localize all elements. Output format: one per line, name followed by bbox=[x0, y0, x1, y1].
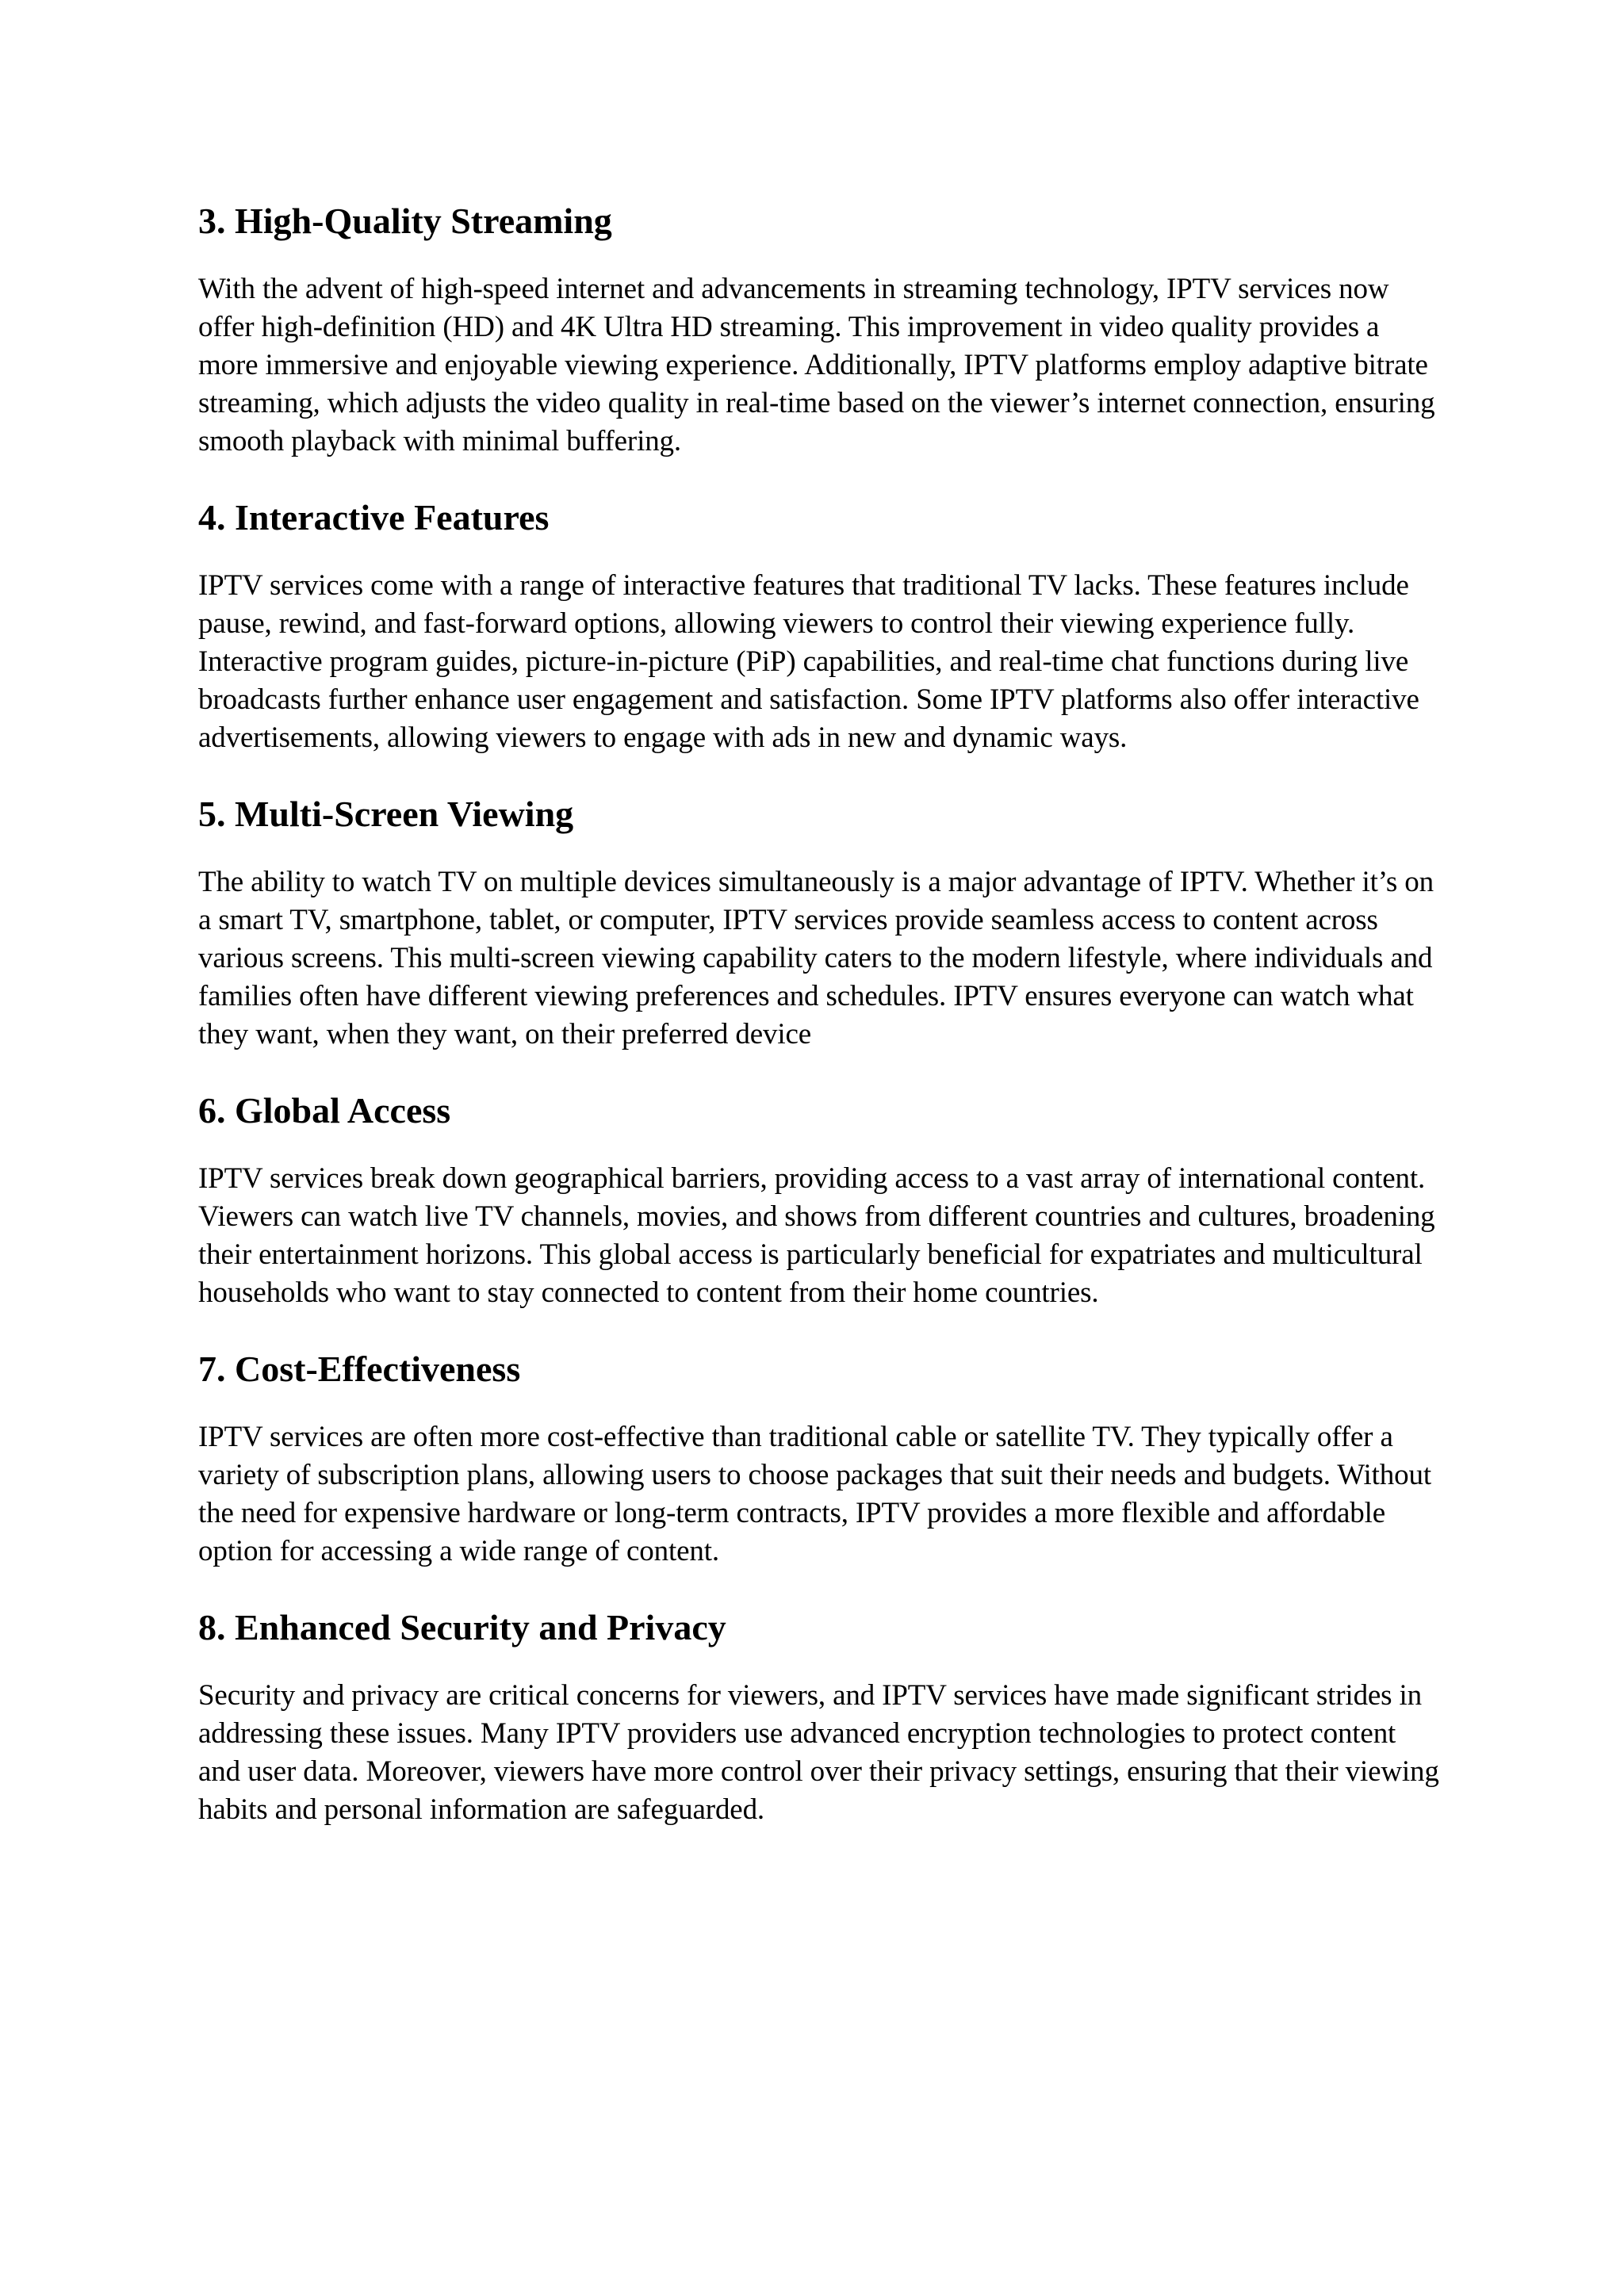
section-paragraph: IPTV services come with a range of interactive features that traditional TV lacks. These features include pause, rewind, and fast-forward options, allowing viewers to control their viewing experience fully. Interactive program guides, picture-in-picture (PiP) capabilities, and real-time chat functions during live broadcasts further enhance user engagement and satisfaction. Some IPTV platforms also offer interactive advertisements, allowing viewers to engage with ads in new and dynamic ways. bbox=[198, 569, 1419, 754]
document-page bbox=[198, 182, 1443, 1864]
section-interactive-features bbox=[198, 496, 1443, 757]
section-paragraph: IPTV services break down geographical barriers, providing access to a vast array of international content. Viewers can watch live TV channels, movies, and shows from different countries and cultures, broadening their entertainment horizons. This global access is particularly beneficial for expatriates and multicultural households who want to stay connected to content from their home countries. bbox=[198, 1162, 1435, 1309]
section-paragraph: The ability to watch TV on multiple devices simultaneously is a major advantage of IPTV. Whether it’s on a smart TV, smartphone, tablet, or computer, IPTV services provide seamless access to content across various screens. This multi-screen viewing capability caters to the modern lifestyle, where individuals and families often have different viewing preferences and schedules. IPTV ensures everyone can watch what they want, when they want, on their preferred device bbox=[198, 866, 1434, 1050]
section-security-privacy bbox=[198, 1605, 1443, 1829]
section-paragraph: Security and privacy are critical concerns for viewers, and IPTV services have made significant strides in addressing these issues. Many IPTV providers use advanced encryption technologies to protect content and user data. Moreover, viewers have more control over their privacy settings, ensuring that their viewing habits and personal information are safeguarded. bbox=[198, 1679, 1439, 1826]
section-paragraph: IPTV services are often more cost-effective than traditional cable or satellite TV. They typically offer a variety of subscription plans, allowing users to choose packages that suit their needs and budgets. Without the need for expensive hardware or long-term contracts, IPTV provides a more flexible and affordable option for accessing a wide range of content. bbox=[198, 1421, 1431, 1567]
section-paragraph: With the advent of high-speed internet and advancements in streaming technology, IPTV services now offer high-definition (HD) and 4K Ultra HD streaming. This improvement in video quality provides a more immersive and enjoyable viewing experience. Additionally, IPTV platforms employ adaptive bitrate streaming, which adjusts the video quality in real-time based on the viewer’s internet connection, ensuring smooth playback with minimal buffering. bbox=[198, 273, 1435, 457]
section-heading: 7. Cost-Effectiveness bbox=[198, 1349, 521, 1389]
section-high-quality-streaming bbox=[198, 199, 1443, 461]
section-heading: 4. Interactive Features bbox=[198, 497, 550, 538]
section-heading: 6. Global Access bbox=[198, 1090, 451, 1131]
section-multi-screen-viewing bbox=[198, 792, 1443, 1054]
section-heading: 3. High-Quality Streaming bbox=[198, 201, 612, 241]
section-heading: 5. Multi-Screen Viewing bbox=[198, 794, 574, 834]
section-cost-effectiveness bbox=[198, 1347, 1443, 1571]
section-global-access bbox=[198, 1089, 1443, 1312]
section-heading: 8. Enhanced Security and Privacy bbox=[198, 1607, 726, 1647]
